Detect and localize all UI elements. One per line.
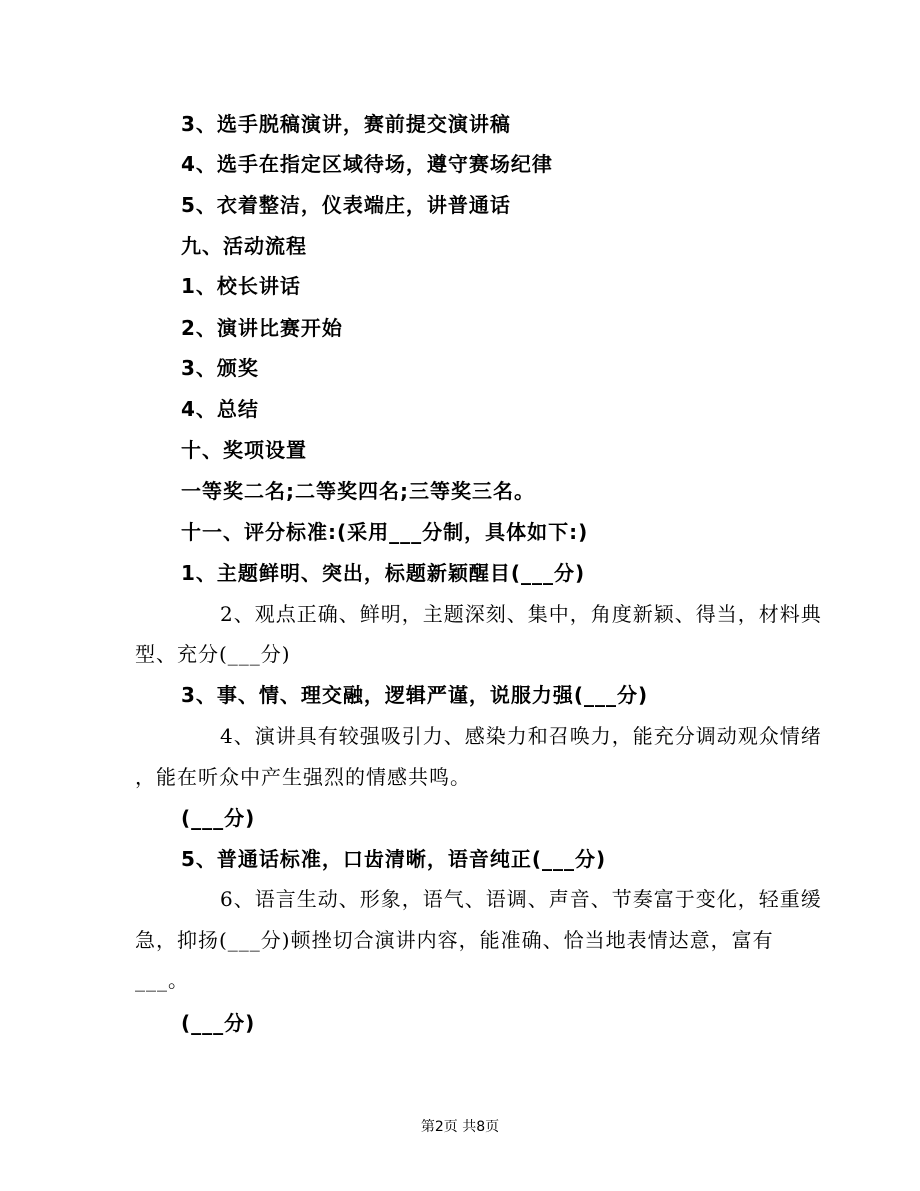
section-heading: 九、活动流程	[181, 234, 307, 258]
text-line: 1、校长讲话	[181, 274, 301, 298]
text-line: 4、选手在指定区域待场，遵守赛场纪律	[181, 152, 553, 176]
text-line: (___分)	[181, 1011, 256, 1035]
text-line: 1、主题鲜明、突出，标题新颖醒目(___分)	[181, 561, 586, 585]
text-line: 5、普通话标准，口齿清晰，语音纯正(___分)	[181, 847, 607, 871]
text-line: 3、事、情、理交融，逻辑严谨，说服力强(___分)	[181, 683, 649, 707]
text-line: 2、观点正确、鲜明，主题深刻、集中，角度新颖、得当，材料典	[220, 602, 822, 626]
text-line: 6、语言生动、形象，语气、语调、声音、节奏富于变化，轻重缓	[220, 887, 822, 911]
text-line: 急，抑扬(___分)顿挫切合演讲内容，能准确、恰当地表情达意，富有	[135, 928, 774, 952]
text-line: 一等奖二名;二等奖四名;三等奖三名。	[181, 479, 535, 503]
page-footer: 第2页 共8页	[420, 1119, 500, 1135]
section-heading: 十、奖项设置	[181, 438, 307, 462]
text-line: (___分)	[181, 806, 256, 830]
section-heading: 十一、评分标准:(采用___分制，具体如下:)	[181, 520, 589, 544]
text-line: ___。	[135, 968, 189, 992]
text-line: 4、总结	[181, 397, 259, 421]
text-line: 5、衣着整洁，仪表端庄，讲普通话	[181, 193, 511, 217]
text-line: ，能在听众中产生强烈的情感共鸣。	[135, 765, 471, 789]
text-line: 3、颁奖	[181, 356, 259, 380]
text-line: 3、选手脱稿演讲，赛前提交演讲稿	[181, 112, 511, 136]
text-line: 2、演讲比赛开始	[181, 316, 343, 340]
text-line: 4、演讲具有较强吸引力、感染力和召唤力，能充分调动观众情绪	[220, 724, 822, 748]
text-line: 型、充分(___分)	[135, 642, 291, 666]
